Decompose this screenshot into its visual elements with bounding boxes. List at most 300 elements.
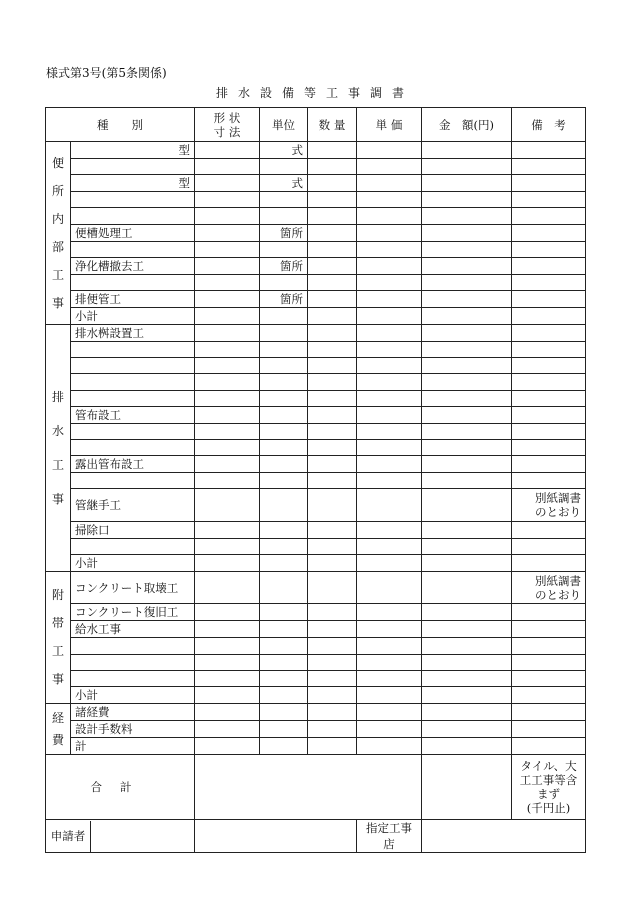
- remarks-cell[interactable]: [512, 390, 586, 406]
- unit-price-cell[interactable]: [357, 374, 422, 390]
- unit-cell[interactable]: [260, 704, 308, 721]
- dimension-cell[interactable]: [195, 290, 260, 307]
- unit-price-cell[interactable]: [357, 489, 422, 522]
- amount-cell[interactable]: [422, 192, 512, 208]
- applicant-input[interactable]: [91, 821, 194, 852]
- quantity-cell[interactable]: [308, 670, 357, 686]
- remarks-note-line2: のとおり: [535, 587, 581, 602]
- unit-cell[interactable]: [260, 341, 308, 357]
- type-cell[interactable]: [71, 208, 195, 224]
- section-label-expenses-text: 経費: [51, 711, 64, 747]
- quantity-cell[interactable]: [308, 654, 357, 670]
- dimension-cell[interactable]: [195, 358, 260, 374]
- remarks-cell[interactable]: [512, 274, 586, 290]
- amount-cell[interactable]: [422, 390, 512, 406]
- subtotal-row: [46, 554, 586, 571]
- dimension-cell[interactable]: [195, 738, 260, 755]
- unit-price-cell[interactable]: [357, 192, 422, 208]
- remarks-cell[interactable]: [512, 456, 586, 473]
- amount-cell[interactable]: [422, 638, 512, 654]
- amount-cell[interactable]: [422, 456, 512, 473]
- header-type: 種 別: [46, 108, 195, 142]
- type-cell[interactable]: [71, 473, 195, 489]
- table-row: [46, 423, 586, 439]
- table-row: [46, 257, 586, 274]
- quantity-cell[interactable]: [308, 738, 357, 755]
- quantity-cell[interactable]: [308, 521, 357, 538]
- unit-cell[interactable]: [260, 159, 308, 175]
- form-reference: 様式第3号(第5条関係): [46, 66, 167, 80]
- remarks-note: [512, 489, 586, 522]
- unit-cell[interactable]: [260, 358, 308, 374]
- unit-cell[interactable]: [260, 604, 308, 621]
- unit-cell[interactable]: [260, 554, 308, 571]
- item-label: 管布設工: [71, 406, 195, 423]
- type-cell[interactable]: [71, 274, 195, 290]
- unit-price-cell[interactable]: [357, 654, 422, 670]
- quantity-cell[interactable]: [308, 554, 357, 571]
- quantity-cell[interactable]: [308, 208, 357, 224]
- remarks-cell[interactable]: [512, 554, 586, 571]
- remarks-cell[interactable]: [512, 738, 586, 755]
- amount-cell[interactable]: [422, 738, 512, 755]
- unit-cell[interactable]: [260, 571, 308, 604]
- dimension-cell[interactable]: [195, 489, 260, 522]
- unit-cell[interactable]: [260, 406, 308, 423]
- table-row: [46, 738, 586, 755]
- table-row: [46, 390, 586, 406]
- remarks-cell[interactable]: [512, 521, 586, 538]
- type-cell[interactable]: [71, 439, 195, 455]
- amount-cell[interactable]: [422, 406, 512, 423]
- remarks-note: [512, 571, 586, 604]
- quantity-cell[interactable]: [308, 274, 357, 290]
- total-row: [46, 755, 586, 820]
- unit-price-cell[interactable]: [357, 142, 422, 159]
- amount-cell[interactable]: [422, 538, 512, 554]
- quantity-cell[interactable]: [308, 192, 357, 208]
- table-row: [46, 604, 586, 621]
- quantity-cell[interactable]: [308, 538, 357, 554]
- type-cell[interactable]: [71, 638, 195, 654]
- amount-cell[interactable]: [422, 571, 512, 604]
- unit-price-cell[interactable]: [357, 638, 422, 654]
- section-label-drainage: [46, 324, 71, 571]
- header-row: [46, 108, 586, 142]
- unit-price-cell[interactable]: [357, 621, 422, 638]
- construction-survey-table: [45, 107, 586, 853]
- dimension-cell[interactable]: [195, 307, 260, 324]
- table-row: [46, 489, 586, 522]
- header-dimension-line1: 形 状: [213, 110, 241, 125]
- amount-cell[interactable]: [422, 142, 512, 159]
- table-row: [46, 224, 586, 241]
- unit-price-cell[interactable]: [357, 358, 422, 374]
- item-label: 諸経費: [71, 704, 195, 721]
- header-dimension-line2: 寸 法: [213, 124, 241, 139]
- dimension-cell[interactable]: [195, 274, 260, 290]
- remarks-cell[interactable]: [512, 241, 586, 257]
- dimension-cell[interactable]: [195, 423, 260, 439]
- quantity-cell[interactable]: [308, 257, 357, 274]
- section-label-toilet-text: 便所内部工事: [51, 155, 64, 310]
- unit-cell[interactable]: [260, 738, 308, 755]
- quantity-cell[interactable]: [308, 704, 357, 721]
- contractor-input[interactable]: [422, 820, 586, 853]
- header-unit-price: 単 価: [357, 108, 422, 142]
- remarks-cell[interactable]: [512, 654, 586, 670]
- remarks-cell[interactable]: [512, 374, 586, 390]
- unit-price-cell[interactable]: [357, 721, 422, 738]
- dimension-cell[interactable]: [195, 390, 260, 406]
- unit-cell: 箇所: [260, 224, 308, 241]
- type-cell[interactable]: 型: [71, 142, 195, 159]
- remarks-cell[interactable]: [512, 224, 586, 241]
- subtotal-label: 小計: [71, 687, 195, 704]
- unit-cell[interactable]: [260, 521, 308, 538]
- quantity-cell[interactable]: [308, 489, 357, 522]
- type-cell[interactable]: [71, 341, 195, 357]
- amount-cell[interactable]: [422, 604, 512, 621]
- unit-cell[interactable]: [260, 687, 308, 704]
- quantity-cell[interactable]: [308, 571, 357, 604]
- unit-price-cell[interactable]: [357, 704, 422, 721]
- amount-cell[interactable]: [422, 274, 512, 290]
- unit-price-cell[interactable]: [357, 307, 422, 324]
- unit-price-cell[interactable]: [357, 538, 422, 554]
- table-row: [46, 290, 586, 307]
- section-label-drainage-text: 排水工事: [51, 389, 64, 506]
- quantity-cell[interactable]: [308, 638, 357, 654]
- quantity-cell[interactable]: [308, 604, 357, 621]
- type-cell[interactable]: [71, 159, 195, 175]
- type-cell[interactable]: [71, 192, 195, 208]
- quantity-cell[interactable]: [308, 473, 357, 489]
- amount-cell[interactable]: [422, 621, 512, 638]
- remarks-cell[interactable]: [512, 621, 586, 638]
- amount-cell[interactable]: [422, 670, 512, 686]
- unit-cell[interactable]: [260, 390, 308, 406]
- dimension-cell[interactable]: [195, 554, 260, 571]
- remarks-cell[interactable]: [512, 257, 586, 274]
- total-amount-cell[interactable]: [422, 755, 512, 820]
- header-unit: 単位: [260, 108, 308, 142]
- amount-cell[interactable]: [422, 307, 512, 324]
- dimension-cell[interactable]: [195, 538, 260, 554]
- amount-cell[interactable]: [422, 687, 512, 704]
- dimension-cell[interactable]: [195, 670, 260, 686]
- dimension-cell[interactable]: [195, 257, 260, 274]
- amount-cell[interactable]: [422, 554, 512, 571]
- type-cell[interactable]: [71, 538, 195, 554]
- quantity-cell[interactable]: [308, 687, 357, 704]
- unit-price-cell[interactable]: [357, 159, 422, 175]
- unit-price-cell[interactable]: [357, 324, 422, 341]
- type-cell[interactable]: 型: [71, 175, 195, 192]
- quantity-cell[interactable]: [308, 142, 357, 159]
- remarks-cell[interactable]: [512, 604, 586, 621]
- remarks-cell[interactable]: [512, 473, 586, 489]
- unit-price-cell[interactable]: [357, 670, 422, 686]
- header-amount: 金 額(円): [422, 108, 512, 142]
- item-label: コンクリート取壊工: [71, 571, 195, 604]
- remarks-cell[interactable]: [512, 721, 586, 738]
- unit-cell[interactable]: [260, 307, 308, 324]
- type-cell[interactable]: [71, 670, 195, 686]
- dimension-cell[interactable]: [195, 654, 260, 670]
- table-row: [46, 473, 586, 489]
- remarks-cell[interactable]: [512, 358, 586, 374]
- unit-price-cell[interactable]: [357, 224, 422, 241]
- unit-cell[interactable]: [260, 324, 308, 341]
- unit-price-cell[interactable]: [357, 341, 422, 357]
- table-row: [46, 192, 586, 208]
- section-label-auxiliary: [46, 571, 71, 703]
- unit-cell[interactable]: [260, 439, 308, 455]
- unit-cell[interactable]: 式: [260, 142, 308, 159]
- unit-price-cell[interactable]: [357, 439, 422, 455]
- dimension-cell[interactable]: [195, 704, 260, 721]
- dimension-cell[interactable]: [195, 224, 260, 241]
- quantity-cell[interactable]: [308, 374, 357, 390]
- unit-price-cell[interactable]: [357, 738, 422, 755]
- amount-cell[interactable]: [422, 290, 512, 307]
- unit-price-cell[interactable]: [357, 406, 422, 423]
- unit-price-cell[interactable]: [357, 571, 422, 604]
- unit-price-cell[interactable]: [357, 687, 422, 704]
- unit-cell[interactable]: [260, 538, 308, 554]
- quantity-cell[interactable]: [308, 456, 357, 473]
- amount-cell[interactable]: [422, 721, 512, 738]
- table-row: [46, 704, 586, 721]
- unit-cell[interactable]: [260, 621, 308, 638]
- unit-price-cell[interactable]: [357, 456, 422, 473]
- total-remarks: [512, 755, 586, 820]
- dimension-cell[interactable]: [195, 341, 260, 357]
- item-label: 浄化槽撤去工: [71, 257, 195, 274]
- remarks-cell[interactable]: [512, 290, 586, 307]
- unit-price-cell[interactable]: [357, 521, 422, 538]
- unit-cell[interactable]: [260, 274, 308, 290]
- unit-cell[interactable]: [260, 638, 308, 654]
- dimension-cell[interactable]: [195, 571, 260, 604]
- remarks-cell[interactable]: [512, 638, 586, 654]
- amount-cell[interactable]: [422, 489, 512, 522]
- remarks-cell[interactable]: [512, 341, 586, 357]
- unit-cell: 箇所: [260, 290, 308, 307]
- unit-cell[interactable]: [260, 456, 308, 473]
- quantity-cell[interactable]: [308, 406, 357, 423]
- dimension-cell[interactable]: [195, 456, 260, 473]
- quantity-cell[interactable]: [308, 175, 357, 192]
- dimension-cell[interactable]: [195, 521, 260, 538]
- type-cell[interactable]: [71, 654, 195, 670]
- type-cell[interactable]: [71, 390, 195, 406]
- table-row: [46, 142, 586, 159]
- remarks-cell[interactable]: [512, 324, 586, 341]
- total-remarks-line1: タイル、大: [520, 759, 577, 773]
- quantity-cell[interactable]: [308, 307, 357, 324]
- quantity-cell[interactable]: [308, 621, 357, 638]
- table-row: [46, 654, 586, 670]
- table-row: [46, 638, 586, 654]
- quantity-cell[interactable]: [308, 721, 357, 738]
- unit-cell[interactable]: [260, 473, 308, 489]
- unit-cell[interactable]: [260, 670, 308, 686]
- table-row: [46, 241, 586, 257]
- table-row: [46, 621, 586, 638]
- unit-cell[interactable]: [260, 208, 308, 224]
- unit-price-cell[interactable]: [357, 423, 422, 439]
- dimension-cell[interactable]: [195, 621, 260, 638]
- quantity-cell[interactable]: [308, 390, 357, 406]
- subtotal-row: [46, 687, 586, 704]
- amount-cell[interactable]: [422, 439, 512, 455]
- dimension-cell[interactable]: [195, 241, 260, 257]
- subtotal-row: [46, 307, 586, 324]
- remarks-cell[interactable]: [512, 307, 586, 324]
- dimension-cell[interactable]: [195, 604, 260, 621]
- amount-cell[interactable]: [422, 175, 512, 192]
- table-row: [46, 670, 586, 686]
- quantity-cell[interactable]: [308, 324, 357, 341]
- dimension-cell[interactable]: [195, 473, 260, 489]
- amount-cell[interactable]: [422, 358, 512, 374]
- amount-cell[interactable]: [422, 423, 512, 439]
- unit-cell[interactable]: 式: [260, 175, 308, 192]
- header-dimension: [195, 108, 260, 142]
- dimension-cell[interactable]: [195, 142, 260, 159]
- dimension-cell[interactable]: [195, 324, 260, 341]
- amount-cell[interactable]: [422, 704, 512, 721]
- unit-price-cell[interactable]: [357, 175, 422, 192]
- remarks-cell[interactable]: [512, 175, 586, 192]
- unit-price-cell[interactable]: [357, 473, 422, 489]
- table-row: [46, 274, 586, 290]
- remarks-cell[interactable]: [512, 687, 586, 704]
- remarks-cell[interactable]: [512, 670, 586, 686]
- remarks-cell[interactable]: [512, 704, 586, 721]
- total-value-cell[interactable]: [195, 755, 422, 820]
- unit-price-cell[interactable]: [357, 257, 422, 274]
- amount-cell[interactable]: [422, 341, 512, 357]
- applicant-label: 申請者: [46, 821, 91, 852]
- amount-cell[interactable]: [422, 208, 512, 224]
- dimension-cell[interactable]: [195, 175, 260, 192]
- signature-row: [46, 820, 586, 853]
- quantity-cell[interactable]: [308, 358, 357, 374]
- table-row: [46, 456, 586, 473]
- header-remarks: 備 考: [512, 108, 586, 142]
- remarks-cell[interactable]: [512, 159, 586, 175]
- table-row: [46, 439, 586, 455]
- item-label: 排便管工: [71, 290, 195, 307]
- unit-cell[interactable]: [260, 374, 308, 390]
- quantity-cell[interactable]: [308, 439, 357, 455]
- amount-cell[interactable]: [422, 374, 512, 390]
- type-cell[interactable]: [71, 241, 195, 257]
- remarks-cell[interactable]: [512, 423, 586, 439]
- section-label-toilet: [46, 142, 71, 325]
- amount-cell[interactable]: [422, 224, 512, 241]
- quantity-cell[interactable]: [308, 224, 357, 241]
- unit-cell[interactable]: [260, 423, 308, 439]
- remarks-cell[interactable]: [512, 142, 586, 159]
- table-row: [46, 175, 586, 192]
- header-quantity: 数 量: [308, 108, 357, 142]
- dimension-cell[interactable]: [195, 192, 260, 208]
- dimension-cell[interactable]: [195, 159, 260, 175]
- dimension-cell[interactable]: [195, 406, 260, 423]
- item-label: 排水桝設置工: [71, 324, 195, 341]
- total-label: 合計: [46, 755, 195, 820]
- remarks-cell[interactable]: [512, 192, 586, 208]
- unit-cell[interactable]: [260, 192, 308, 208]
- table-row: [46, 341, 586, 357]
- remarks-cell[interactable]: [512, 406, 586, 423]
- amount-cell[interactable]: [422, 159, 512, 175]
- type-cell[interactable]: [71, 374, 195, 390]
- table-row: [46, 521, 586, 538]
- type-cell[interactable]: [71, 423, 195, 439]
- quantity-cell[interactable]: [308, 241, 357, 257]
- unit-cell[interactable]: [260, 241, 308, 257]
- amount-cell[interactable]: [422, 324, 512, 341]
- quantity-cell[interactable]: [308, 290, 357, 307]
- quantity-cell[interactable]: [308, 423, 357, 439]
- amount-cell[interactable]: [422, 241, 512, 257]
- unit-price-cell[interactable]: [357, 274, 422, 290]
- dimension-cell[interactable]: [195, 721, 260, 738]
- unit-cell[interactable]: [260, 654, 308, 670]
- unit-price-cell[interactable]: [357, 290, 422, 307]
- item-label: 便槽処理工: [71, 224, 195, 241]
- unit-price-cell[interactable]: [357, 241, 422, 257]
- amount-cell[interactable]: [422, 521, 512, 538]
- table-row: [46, 571, 586, 604]
- remarks-cell[interactable]: [512, 538, 586, 554]
- quantity-cell[interactable]: [308, 159, 357, 175]
- dimension-cell[interactable]: [195, 687, 260, 704]
- unit-price-cell[interactable]: [357, 604, 422, 621]
- subtotal-label: 小計: [71, 554, 195, 571]
- remarks-cell[interactable]: [512, 439, 586, 455]
- quantity-cell[interactable]: [308, 341, 357, 357]
- table-row: [46, 406, 586, 423]
- unit-cell[interactable]: [260, 489, 308, 522]
- unit-price-cell[interactable]: [357, 208, 422, 224]
- unit-price-cell[interactable]: [357, 554, 422, 571]
- unit-price-cell[interactable]: [357, 390, 422, 406]
- type-cell[interactable]: [71, 358, 195, 374]
- subtotal-label: 小計: [71, 307, 195, 324]
- dimension-cell[interactable]: [195, 439, 260, 455]
- applicant-cell: [46, 820, 195, 853]
- amount-cell[interactable]: [422, 654, 512, 670]
- unit-cell[interactable]: [260, 721, 308, 738]
- item-label: 掃除口: [71, 521, 195, 538]
- applicant-input-ext[interactable]: [195, 820, 357, 853]
- unit-cell: 箇所: [260, 257, 308, 274]
- dimension-cell[interactable]: [195, 208, 260, 224]
- amount-cell[interactable]: [422, 473, 512, 489]
- section-label-expenses: [46, 704, 71, 755]
- dimension-cell[interactable]: [195, 638, 260, 654]
- amount-cell[interactable]: [422, 257, 512, 274]
- total-remarks-line3: まず: [537, 787, 560, 801]
- remarks-cell[interactable]: [512, 208, 586, 224]
- dimension-cell[interactable]: [195, 374, 260, 390]
